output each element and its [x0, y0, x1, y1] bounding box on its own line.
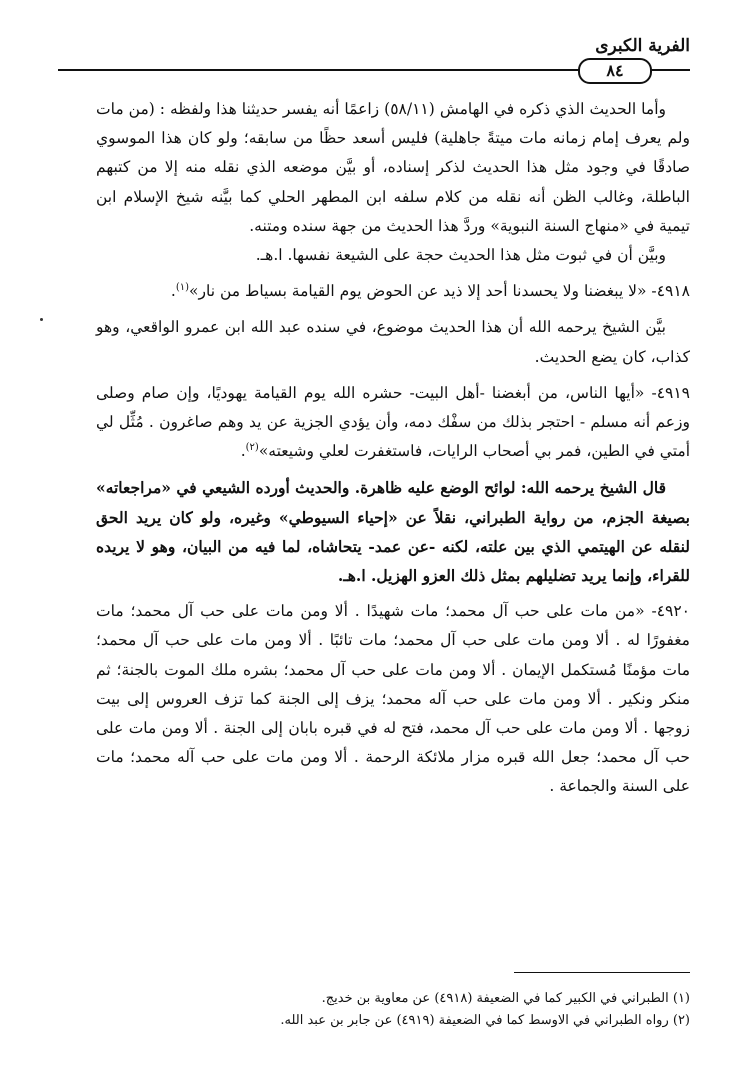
margin-dot: [40, 318, 43, 321]
page-header: [58, 28, 690, 88]
book-title: الفرية الكبرى: [595, 36, 690, 56]
hadith-4920: ٤٩٢٠- «من مات على حب آل محمد؛ مات شهيدًا . ألا ومن مات على حب آل محمد؛ مات مغفورًا له . ألا ومن مات على حب آل محمد؛ مات تائبًا . ألا ومن مات على حب آل محمد؛ مات مؤمنًا مُستكمل الإيمان . ألا ومن مات على حب آل محمد؛ بشره ملك الموت بالجنة؛ ثم منكر ونكير . ألا ومن مات على حب آله محمد؛ يزف إلى الجنة كما تزف العروس إلى بيت زوجها . ألا ومن مات على حب آل محمد، فتح له في قبره بابان إلى الجنة . ألا ومن مات على حب آل محمد؛ جعل الله قبره مزار ملائكة الرحمة . ألا ومن مات على حب آله محمد؛ مات على السنة والجماعة .: [96, 602, 690, 796]
paragraph-4918-comment: بيَّن الشيخ يرحمه الله أن هذا الحديث موضوع، في سنده عبد الله ابن عمرو الواقعي، وهو كذاب، كان يضع الحديث.: [96, 318, 690, 366]
footnotes: [96, 988, 690, 1032]
footnote-1: (١) الطبراني في الكبير كما في الضعيفة (٤٩١٨) عن معاوية بن خديج.: [321, 991, 690, 1006]
hadith-4918: ٤٩١٨- «لا يبغضنا ولا يحسدنا أحد إلا ذيد عن الحوض يوم القيامة بسياط من نار»$^{(١)}$.: [170, 282, 690, 301]
paragraph-sheikh-comment: قال الشيخ يرحمه الله: لوائح الوضع عليه ظاهرة. والحديث أورده الشيعي في «مراجعاته» بصيغة الجزم، من رواية الطبراني، نقلاً عن «إحياء السيوطي» وغيره، ولو كان يريد الحق لنقله عن الهيتمي الذي بين علته، لكنه -عن عمد- يتحاشاه، لما فيه من البيان، وهو لا يريده للقراء، وإنما يريد تضليلهم بمثل ذلك العزو الهزيل. ا.هـ.: [96, 478, 690, 586]
footnote-ref-1[interactable]: (١): [175, 282, 190, 294]
footnote-ref-2[interactable]: (٢): [245, 442, 259, 454]
page-body: [96, 95, 690, 802]
footnote-2: (٢) رواه الطبراني في الاوسط كما في الضعيفة (٤٩١٩) عن جابر بن عبد الله.: [280, 1013, 690, 1028]
paragraph-conclusion: وبيَّن أن في ثبوت مثل هذا الحديث حجة على الشيعة نفسها. ا.هـ.: [255, 246, 666, 265]
paragraph-hamish: وأما الحديث الذي ذكره في الهامش (٥٨/١١) زاعمًا أنه يفسر حديثنا هذا ولفظه : (من مات ولم يعرف إمام زمانه مات ميتةً جاهلية) فليس أسعد حظًا من سابقه؛ ولو كان هذا الموسوي صادقًا في وجود مثل هذا الحديث لذكر إسناده، أو بيَّن موضعه الذي نقله منه إلا من كتبهم الباطلة، وغالب الظن أنه نقله من كلام سلفه ابن المطهر الحلي كما بيَّنه شيخ الإسلام ابن تيمية في «منهاج السنة النبوية» وردَّ هذا الحديث من جهة سنده ومتنه.: [96, 100, 690, 235]
page-number: ٨٤: [578, 58, 652, 84]
hadith-4919: ٤٩١٩- «أيها الناس، من أبغضنا -أهل البيت- حشره الله يوم القيامة يهوديًا، وإن صام وصلى وزعم أنه مسلم - احتجر بذلك من سفْك دمه، وأن يؤدي الجزية عن يد وهم صاغرون . مُثِّل لي أمتي في الطين، فمر بي أصحاب الرايات، فاستغفرت لعلي وشيعته»$^{(٢)}$.: [96, 383, 690, 461]
footnote-rule: [514, 972, 690, 973]
hadith-4918-text: ٤٩١٨- «لا يبغضنا ولا يحسدنا أحد إلا ذيد عن الحوض يوم القيامة بسياط من نار»: [189, 282, 690, 301]
hadith-4919-text: ٤٩١٩- «أيها الناس، من أبغضنا -أهل البيت- حشره الله يوم القيامة يهوديًا، وإن صام وصلى وزعم أنه مسلم - احتجر بذلك من سفْك دمه، وأن يؤدي الجزية عن يد وهم صاغرون . مُثِّل لي أمتي في الطين، فمر بي أصحاب الرايات، فاستغفرت لعلي وشيعته»: [96, 383, 690, 461]
